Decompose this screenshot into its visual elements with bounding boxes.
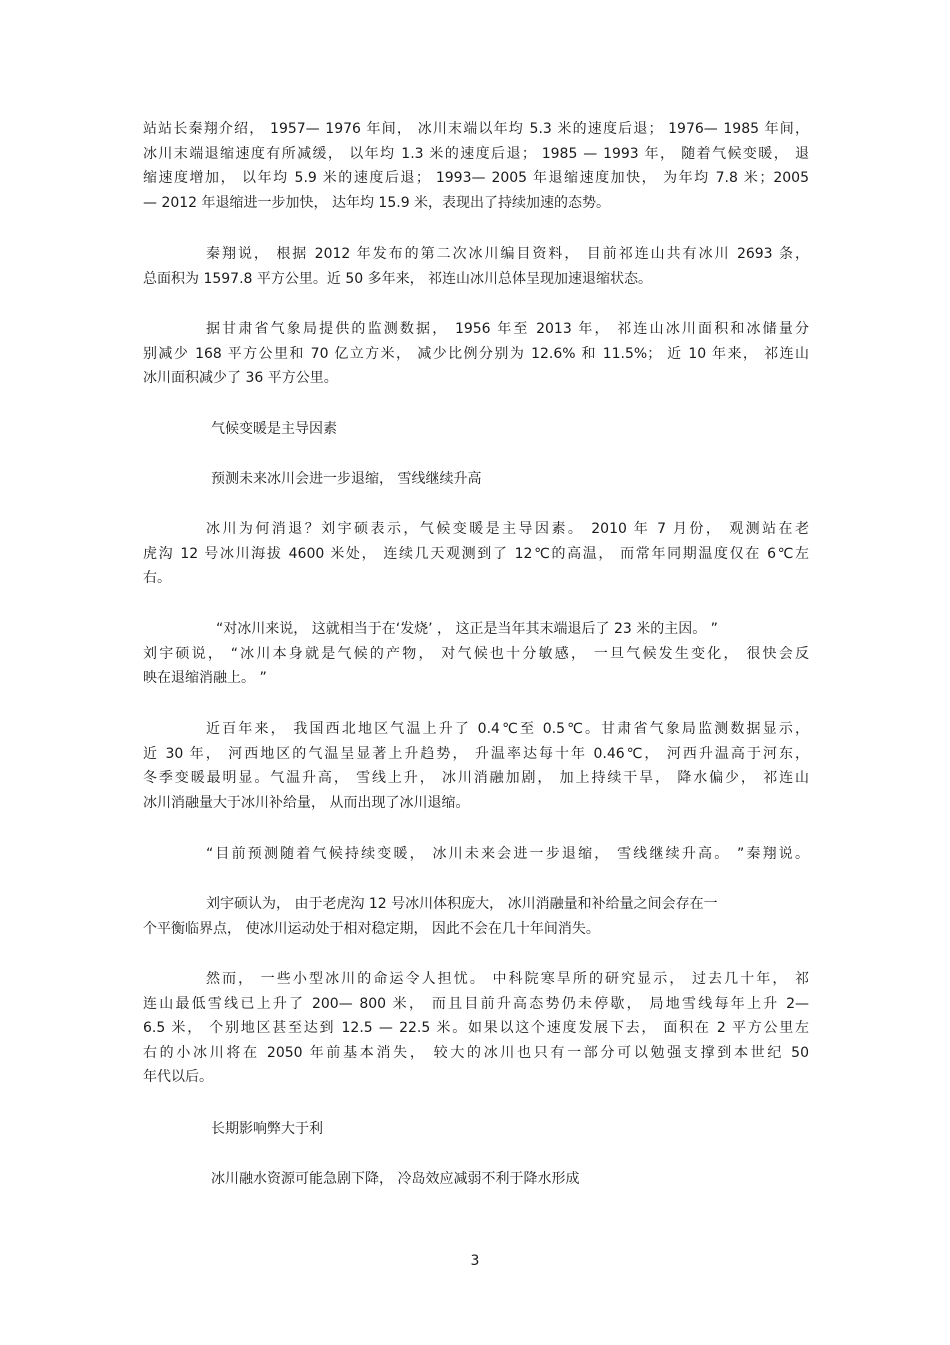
text-line: 缩速度增加， 以年均 5.9 米的速度后退； 1993— 2005 年退缩速度加快， 为年均 7.8 米；2005: [143, 170, 809, 186]
text-line: 虎沟 12 号冰川海拔 4600 米处， 连续几天观测到了 12℃的高温， 而常年同期温度仅在 6℃左: [143, 545, 809, 562]
section-subheading: 预测未来冰川会进一步退缩， 雪线继续升高: [211, 471, 482, 487]
text-line: 刘宇硕说， “冰川本身就是气候的产物， 对气候也十分敏感， 一旦气候发生变化， 很快会反: [143, 645, 809, 662]
text-line: 6.5 米， 个别地区甚至达到 12.5 — 22.5 米。如果以这个速度发展下去， 面积在 2 平方公里左: [143, 1020, 809, 1036]
text-line: — 2012 年退缩进一步加快， 达年均 15.9 米，表现出了持续加速的态势。: [143, 194, 611, 211]
paragraph-critical-point: [143, 892, 809, 941]
text-line: 右的小冰川将在 2050 年前基本消失， 较大的冰川也只有一部分可以勉强支撑到本世纪 50: [143, 1044, 809, 1061]
section-heading: 气候变暖是主导因素: [211, 421, 337, 437]
text-line: 冬季变暖最明显。气温升高， 雪线上升， 冰川消融加剧， 加上持续干旱， 降水偏少， 祁连山: [143, 770, 809, 786]
section-subheading: 冰川融水资源可能急剧下降， 冷岛效应减弱不利于降水形成: [211, 1171, 580, 1187]
paragraph-monitoring-data: [143, 317, 809, 391]
paragraph-fever-quote: [143, 617, 809, 691]
text-line: 冰川消融量大于冰川补给量， 从而出现了冰川退缩。: [143, 794, 470, 811]
text-line: 站站长秦翔介绍， 1957— 1976 年间， 冰川末端以年均 5.3 米的速度后退； 1976— 1985 年间，: [143, 121, 809, 137]
paragraph-prediction-quote: [143, 842, 809, 867]
text-line: 总面积为 1597.8 平方公里。近 50 多年来， 祁连山冰川总体呈现加速退缩状态。: [143, 270, 653, 287]
paragraph-small-glaciers: [143, 967, 809, 1090]
text-line: 秦翔说， 根据 2012 年发布的第二次冰川编目资料， 目前祁连山共有冰川 2693 条，: [206, 246, 809, 262]
text-line: 别减少 168 平方公里和 70 亿立方米， 减少比例分别为 12.6% 和 11.5%； 近 10 年来， 祁连山: [143, 345, 809, 362]
section-heading: 长期影响弊大于利: [211, 1121, 323, 1137]
text-line: “目前预测随着气候持续变暖， 冰川未来会进一步退缩， 雪线继续升高。 ”秦翔说。: [206, 846, 809, 862]
text-line: “对冰川来说， 这就相当于在‘发烧’ ， 这正是当年其末端退后了 23 米的主因。 ”: [216, 621, 718, 637]
paragraph-glacier-inventory: [143, 242, 809, 291]
page-number: 3: [470, 1253, 480, 1269]
text-line: 冰川面积减少了 36 平方公里。: [143, 370, 338, 386]
text-line: 近 30 年， 河西地区的气温呈显著上升趋势， 升温率达每十年 0.46℃， 河西升温高于河东，: [143, 745, 809, 762]
paragraph-warming-cause: [143, 517, 809, 591]
text-line: 近百年来， 我国西北地区气温上升了 0.4℃至 0.5℃。甘肃省气象局监测数据显示，: [206, 721, 809, 737]
text-line: 冰川为何消退？刘宇硕表示，气候变暖是主导因素。 2010 年 7 月份， 观测站在老: [206, 521, 809, 537]
text-line: 刘宇硕认为， 由于老虎沟 12 号冰川体积庞大， 冰川消融量和补给量之间会存在一: [206, 896, 718, 912]
text-line: 年代以后。: [143, 1069, 213, 1085]
text-line: 右。: [143, 570, 171, 586]
paragraph-regional-warming: [143, 717, 809, 815]
text-line: 映在退缩消融上。 ”: [143, 670, 267, 686]
text-line: 个平衡临界点， 使冰川运动处于相对稳定期， 因此不会在几十年间消失。: [143, 920, 600, 937]
text-line: 据甘肃省气象局提供的监测数据， 1956 年至 2013 年， 祁连山冰川面积和冰储量分: [206, 321, 809, 337]
text-line: 然而， 一些小型冰川的命运令人担忧。 中科院寒旱所的研究显示， 过去几十年， 祁: [206, 971, 809, 987]
paragraph-glacier-retreat-rates: [143, 117, 809, 215]
text-line: 冰川末端退缩速度有所减缓， 以年均 1.3 米的速度后退； 1985 — 1993 年， 随着气候变暖， 退: [143, 145, 809, 162]
text-line: 连山最低雪线已上升了 200— 800 米， 而且目前升高态势仍未停歇， 局地雪线每年上升 2—: [143, 995, 809, 1012]
